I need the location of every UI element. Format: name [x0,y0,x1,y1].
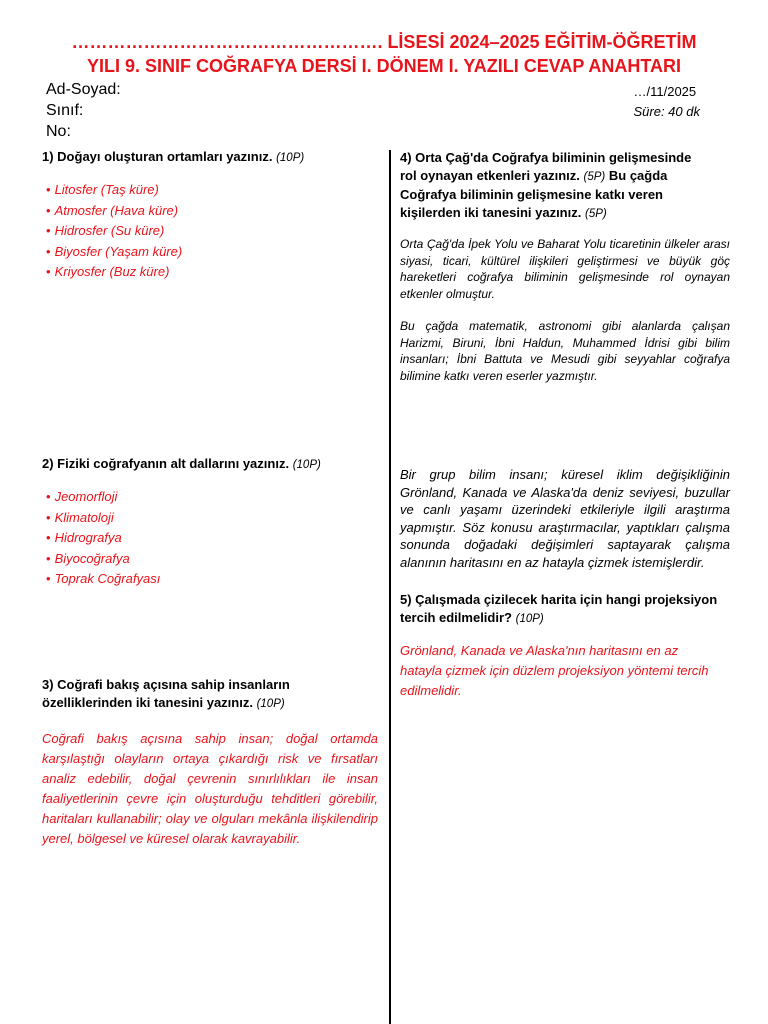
question-2-text: 2) Fiziki coğrafyanın alt dallarını yazınız. [42,456,290,471]
question-3 [42,676,332,713]
question-4-points-a: (5P) [583,171,606,183]
question-3-points: (10P) [256,698,285,710]
question-4-answer-a: Orta Çağ'da İpek Yolu ve Baharat Yolu ticaretinin ülkeler arası siyasi, ticari, kültürel ilişkileri geliştirmesi ve büyük göç hareketleri coğrafya biliminin gelişmesinde rol oynayan etkenler olmuştur. [400,237,730,301]
exam-info [634,82,701,122]
list-item: • Klimatoloji [46,509,114,525]
question-5-text: 5) Çalışmada çizilecek harita için hangi projeksiyon tercih edilmelidir? [400,592,718,625]
question-1-points: (10P) [276,152,305,164]
question-5 [400,591,735,628]
list-item: • Biyosfer (Yaşam küre) [46,243,183,259]
column-divider [389,150,391,1024]
list-item: • Hidrosfer (Su küre) [46,223,165,238]
list-item: • Atmosfer (Hava küre) [46,202,179,218]
question-4-text-b: Bu çağda Coğrafya biliminin gelişmesine katkı veren kişilerden iki tanesini yazınız. [400,168,668,220]
question-4 [400,149,710,223]
question-2 [42,455,382,474]
list-item: • Toprak Coğrafyası [46,571,161,586]
page-title [20,30,748,78]
name-label: Ad-Soyad: [46,81,121,98]
question-1 [42,148,382,167]
question-5-points: (10P) [515,613,544,625]
question-2-points: (10P) [292,459,321,471]
number-label: No: [46,123,71,140]
exam-date: …/11/2025 [633,84,697,99]
question-5-answer: Grönland, Kanada ve Alaska'nın haritasını en az hatayla çizmek için düzlem projeksiyon yöntemi tercih edilmelidir. [400,643,709,698]
list-item: • Kriyosfer (Buz küre) [46,264,170,279]
student-info [46,79,121,142]
title-line-1: ……………………………………………. LİSESİ 2024–2025 EĞİTİM-ÖĞRETİM [71,32,697,52]
question-3-answer: Coğrafi bakış açısına sahip insan; doğal ortamda karşılaştığı olayların ortaya çıkardığı risk ve fırsatları analiz edebilir, doğal çevrenin sınırlılıkları ile insan faaliyetlerinin çevre için oluşturduğu tehditleri görebilir, haritaları kullanabilir; olay ve olguları mekânla ilişkilendirip yerel, bölgesel ve küresel olarak kavrayabilir. [42,731,378,846]
title-line-2: YILI 9. SINIF COĞRAFYA DERSİ I. DÖNEM I. YAZILI CEVAP ANAHTARI [86,56,682,76]
exam-duration: Süre: 40 dk [633,104,700,119]
list-item: • Litosfer (Taş küre) [46,182,159,197]
list-item: • Jeomorfloji [46,489,118,504]
question-1-text: 1) Doğayı oluşturan ortamları yazınız. [42,149,273,164]
class-label: Sınıf: [46,102,84,119]
question-4-points-b: (5P) [584,208,607,220]
question-2-answers [46,487,376,590]
question-4-text-a: 4) Orta Çağ'da Coğrafya biliminin gelişmesinde rol oynayan etkenleri yazınız. [400,150,692,183]
question-4-answer-b: Bu çağda matematik, astronomi gibi alanlarda çalışan Harizmi, Biruni, İbni Haldun, Muhammed İdrisi gibi bilim insanları; İbni Battuta ve Mesudi gibi seyyahlar coğrafya bilimine katkı veren eserler yazmıştır. [400,319,730,383]
question-1-answers [46,180,376,283]
question-3-text: 3) Coğrafi bakış açısına sahip insanların özelliklerinden iki tanesini yazınız. [42,677,290,710]
list-item: • Hidrografya [46,530,122,545]
list-item: • Biyocoğrafya [46,550,130,566]
question-5-context: Bir grup bilim insanı; küresel iklim değişikliğinin Grönland, Kanada ve Alaska'da deniz seviyesi, buzullar ve canlı yaşamı üzerindeki etkileriyle ilgili araştırma yapmıştır. Söz konusu araştırmacılar, yaptıkları çalışma sonunda doğadaki değişimleri saptayarak çalışma alanının haritasını en az hatayla çizmek istemişlerdir. [400,467,730,570]
